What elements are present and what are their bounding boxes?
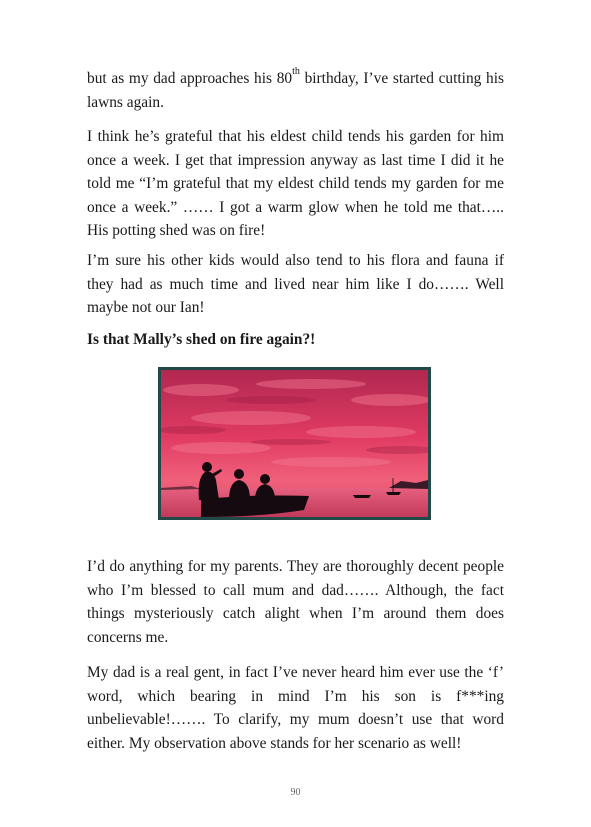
paragraph-1-text-start: but as my dad approaches his 80 xyxy=(87,70,293,87)
paragraph-2: I think he’s grateful that his eldest child tends his garden for him once a week. I get that impression anyway as last time I did it he told me “I’m grateful that my eldest child tends my garden for me once a week.” …… I got a warm glow when he told me that….. His potting shed was on fire! xyxy=(87,128,504,239)
paragraph-1-text-end: birthday, I’ve started cutting his lawns again. xyxy=(87,70,504,111)
paragraph-5: My dad is a real gent, in fact I’ve never heard him ever use the ‘f’ word, which bearing in mind I’m his son is f***ing unbelievable!……. To clarify, my mum doesn’t use that word either. My observation above stands for her scenario as well! xyxy=(87,664,504,752)
section-heading: Is that Mally’s shed on fire again?! xyxy=(87,331,316,348)
page-number: 90 xyxy=(290,787,301,798)
sunset-silhouette-boat-photo xyxy=(158,367,431,520)
paragraph-1 xyxy=(87,67,504,114)
paragraph-3: I’m sure his other kids would also tend to his flora and fauna if they had as much time and lived near him like I do……. Well maybe not our Ian! xyxy=(87,252,504,316)
ordinal-suffix: th xyxy=(292,66,300,77)
paragraph-4: I’d do anything for my parents. They are thoroughly decent people who I’m blessed to call mum and dad……. Although, the fact things mysteriously catch alight when I’m around them does concerns me. xyxy=(87,558,504,646)
photo-illustration xyxy=(161,370,428,517)
